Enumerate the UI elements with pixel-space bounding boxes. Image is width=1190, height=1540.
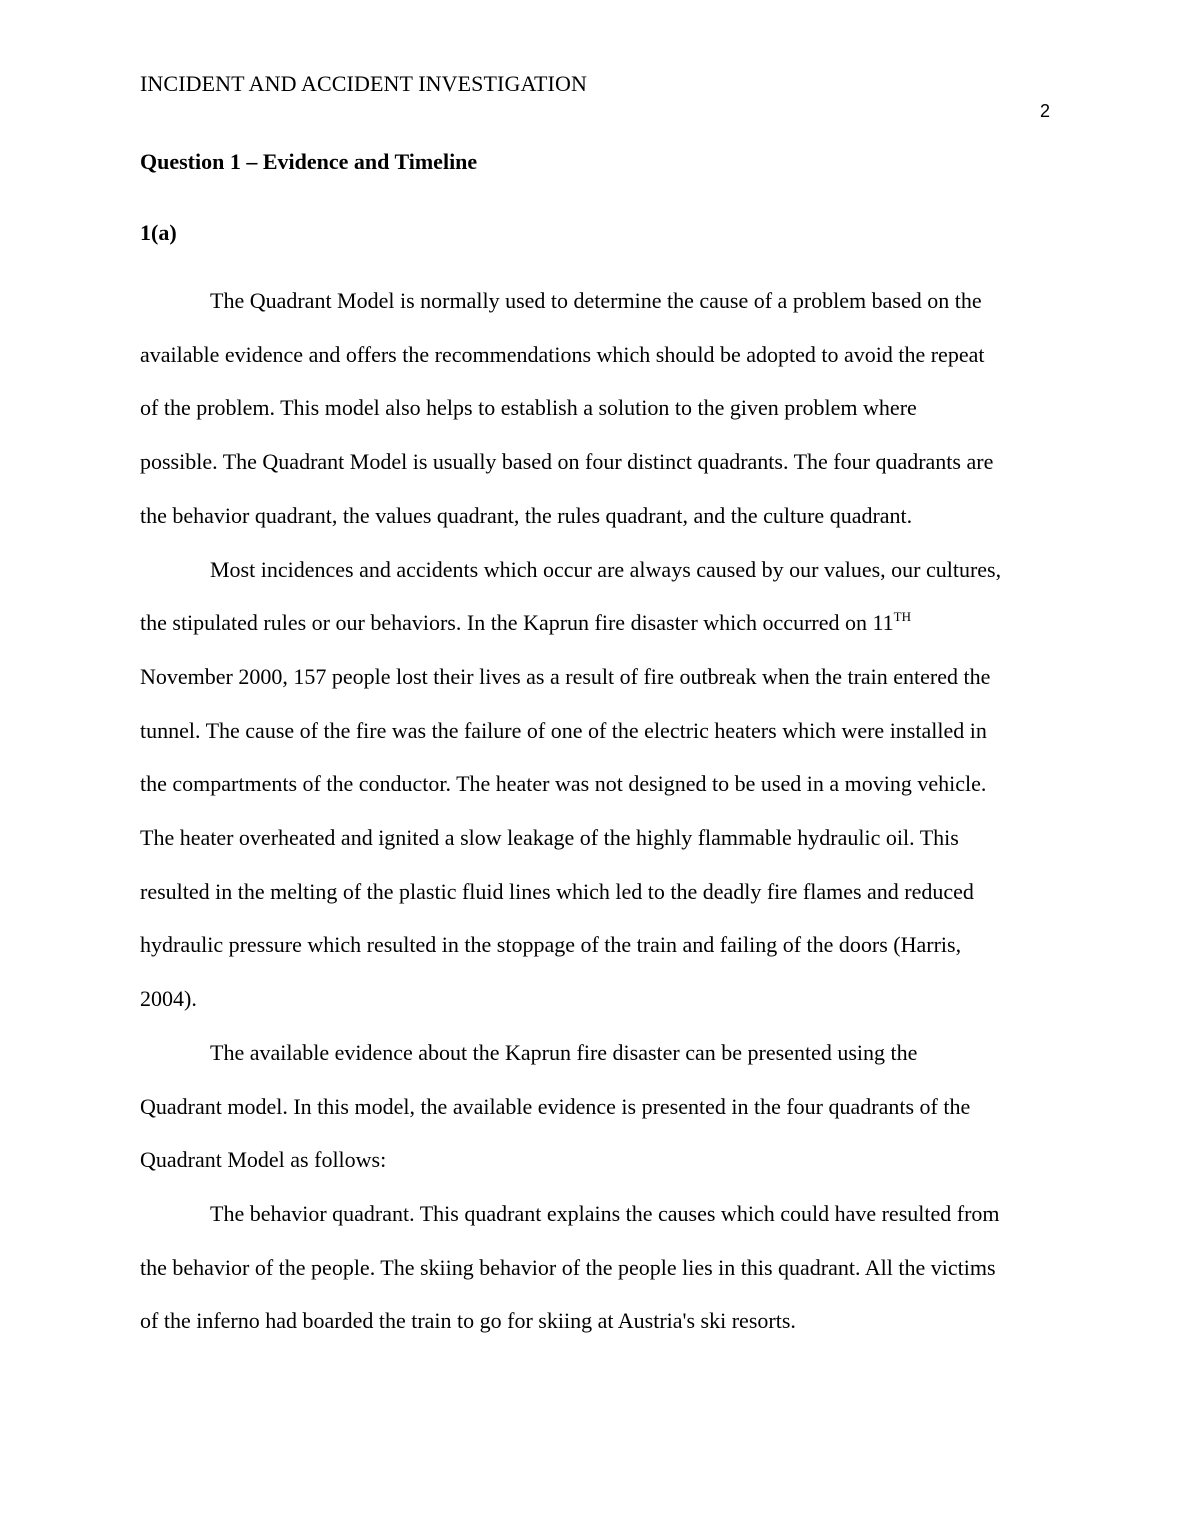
text-line: the compartments of the conductor. The heater was not designed to be used in a moving vehicle. (140, 771, 987, 797)
document-body (140, 274, 1052, 1348)
paragraph-kaprun-disaster (140, 543, 1052, 1026)
text-line: the behavior of the people. The skiing behavior of the people lies in this quadrant. All the victims (140, 1254, 996, 1280)
text-line: 2004). (140, 986, 197, 1012)
text-line: of the inferno had boarded the train to go for skiing at Austria's ski resorts. (140, 1308, 796, 1334)
text-line: The available evidence about the Kaprun fire disaster can be presented using the (210, 1039, 918, 1065)
text-line: Quadrant model. In this model, the available evidence is presented in the four quadrants of the (140, 1093, 971, 1119)
text-line: of the problem. This model also helps to establish a solution to the given problem where (140, 395, 917, 421)
text-line: The Quadrant Model is normally used to determine the cause of a problem based on the (210, 288, 982, 313)
paragraph-behavior-quadrant (140, 1187, 1052, 1348)
text-line: The heater overheated and ignited a slow leakage of the highly flammable hydraulic oil. This (140, 825, 959, 851)
text-line: tunnel. The cause of the fire was the failure of one of the electric heaters which were installed in (140, 717, 987, 743)
text-line: Most incidences and accidents which occur are always caused by our values, our cultures, (210, 556, 1002, 582)
text-line: possible. The Quadrant Model is usually based on four distinct quadrants. The four quadrants are (140, 449, 994, 475)
subsection-heading: 1(a) (140, 220, 177, 245)
page-number: 2 (1039, 101, 1050, 121)
paragraph-quadrant-model (140, 274, 1052, 543)
text-line: hydraulic pressure which resulted in the stoppage of the train and failing of the doors (Harris, (140, 932, 962, 958)
text-line: available evidence and offers the recommendations which should be adopted to avoid the repeat (140, 341, 985, 367)
text-line: the behavior quadrant, the values quadrant, the rules quadrant, and the culture quadrant. (140, 502, 913, 528)
running-head: INCIDENT AND ACCIDENT INVESTIGATION (140, 71, 587, 96)
date-superscript: TH (893, 609, 912, 625)
paragraph-evidence-presentation (140, 1026, 1052, 1187)
text-line-content: the stipulated rules or our behaviors. In the Kaprun fire disaster which occurred on 11 (140, 610, 894, 636)
text-line: The behavior quadrant. This quadrant explains the causes which could have resulted from (210, 1200, 1000, 1226)
text-line: November 2000, 157 people lost their lives as a result of fire outbreak when the train entered the (140, 663, 991, 689)
text-line: resulted in the melting of the plastic fluid lines which led to the deadly fire flames and reduced (140, 878, 974, 904)
text-line: Quadrant Model as follows: (140, 1147, 387, 1173)
text-line (140, 596, 1052, 650)
question-heading: Question 1 – Evidence and Timeline (140, 149, 478, 174)
